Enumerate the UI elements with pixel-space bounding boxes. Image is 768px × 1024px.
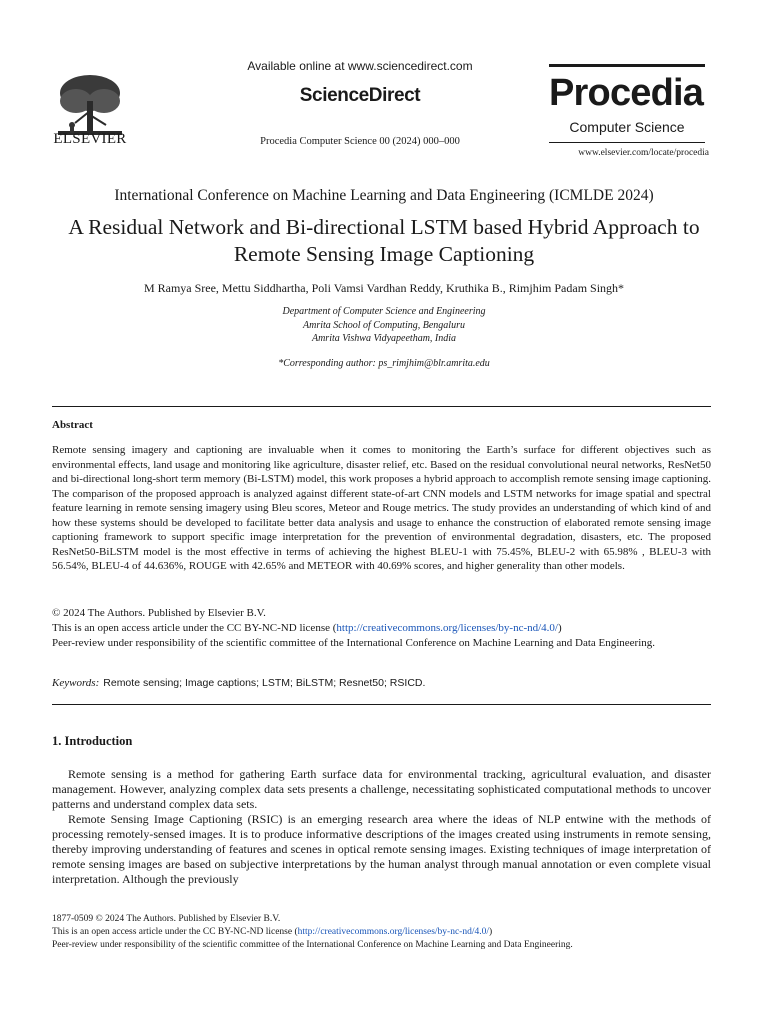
section-heading-introduction: 1. Introduction: [52, 734, 133, 748]
introduction-paragraph-1: Remote sensing is a method for gathering Earth surface data for environmental tracking, agricultural evaluation, and disaster management. However, analyzing complex data sets presents a challenge, necessitating sophisticated computational methods to uncover patterns and understand complex data sets.: [52, 767, 711, 811]
publisher-wordmark: ELSEVIER: [53, 131, 127, 147]
introduction-paragraph-2: Remote Sensing Image Captioning (RSIC) is an emerging research area where the ideas of NLP entwine with the methods of processing remotely-sensed images. It is to produce informative descriptions of the images created using instruments in remote sensing, thereby improving understanding of features and scenes in optical remote sensing images. Existing techniques of image interpretation of remote sensing images are based on subjective interpretations by the human analyst through manual annotation or even complete visual interpretation. Although the previously: [52, 812, 711, 886]
copyright-line: © 2024 The Authors. Published by Elsevier B.V.: [52, 607, 266, 619]
footer-peer-review-line: Peer-review under responsibility of the scientific committee of the International Conference on Machine Learning and Data Engineering.: [52, 940, 573, 950]
license-prefix: This is an open access article under the CC BY-NC-ND license (: [52, 622, 337, 634]
introduction-body: [52, 767, 711, 887]
corresponding-author: *Corresponding author: ps_rimjhim@blr.amrita.edu: [278, 358, 490, 369]
author-list: M Ramya Sree, Mettu Siddhartha, Poli Vamsi Vardhan Reddy, Kruthika B., Rimjhim Padam Singh*: [143, 281, 625, 295]
procedia-subtitle: Computer Science: [569, 119, 685, 135]
affiliation-school: Amrita School of Computing, Bengaluru: [303, 319, 465, 331]
available-online-text: Available online at www.sciencedirect.com: [247, 59, 473, 73]
affiliation: [140, 305, 628, 346]
affiliation-department: Department of Computer Science and Engineering: [282, 306, 486, 317]
abstract-top-rule: [52, 406, 711, 407]
footer-license-link[interactable]: http://creativecommons.org/licenses/by-nc-nd/4.0/: [297, 927, 489, 937]
procedia-logo: Procedia: [549, 72, 704, 114]
procedia-bottom-rule: [549, 142, 705, 143]
abstract-bottom-rule: [52, 704, 711, 705]
paper-title: A Residual Network and Bi-directional LSTM based Hybrid Approach to Remote Sensing Image Captioning: [68, 215, 700, 266]
page-footer: [52, 913, 732, 952]
peer-review-line: Peer-review under responsibility of the scientific committee of the International Conference on Machine Learning and Data Engineering.: [52, 637, 656, 649]
procedia-top-rule: [549, 64, 705, 67]
license-suffix: ): [558, 622, 562, 634]
keywords-line: [52, 677, 711, 689]
journal-citation: Procedia Computer Science 00 (2024) 000–000: [260, 136, 460, 147]
footer-license-suffix: ): [489, 927, 493, 937]
abstract-heading: Abstract: [52, 419, 93, 431]
footer-issn-line: 1877-0509 © 2024 The Authors. Published by Elsevier B.V.: [52, 914, 281, 924]
copyright-block: [52, 606, 711, 651]
license-link[interactable]: http://creativecommons.org/licenses/by-nc-nd/4.0/: [336, 622, 558, 634]
keywords-text: Remote sensing; Image captions; LSTM; BiLSTM; Resnet50; RSICD.: [103, 677, 426, 689]
keywords-label: Keywords:: [52, 677, 100, 689]
procedia-url: www.elsevier.com/locate/procedia: [578, 148, 709, 158]
conference-name: International Conference on Machine Learning and Data Engineering (ICMLDE 2024): [114, 187, 654, 204]
sciencedirect-logo: ScienceDirect: [299, 85, 421, 106]
license-line: [52, 621, 711, 636]
footer-license-prefix: This is an open access article under the CC BY-NC-ND license (: [52, 927, 298, 937]
abstract-text: Remote sensing imagery and captioning are invaluable when it comes to monitoring the Earth’s surface for different objectives such as environmental effects, land usage and monitoring like agriculture, disaster relief, etc. Based on the residual convolutional neural networks, ResNet50 and bi-directional long-short term memory (Bi-LSTM) model, this work proposes a hybrid approach to accomplish remote sensing image captioning. The comparison of the proposed approach is analyzed against different state-of-art CNN models and LSTM networks for image spatial and spectral feature learning in remote sensing imagery using Bleu scores, Meteor and Rouge metrics. The study provides an understanding of which kind of and how these systems should be developed to facilitate better data analysis and usage to enhance the construction of elaborated remote sensing image captioning framework to support specific image interpretation for the prevention of environmental degradation, disasters, etc. The proposed ResNet50-BiLSTM model is the most effective in terms of achieving the highest BLEU-1 with 75.45%, BLEU-2 with 65.98% , BLEU-3 with 56.54%, BLEU-4 of 44.636%, ROUGE with 42.65% and METEOR with 40.69% scores, and higher generality than other models.: [52, 444, 711, 572]
affiliation-university: Amrita Vishwa Vidyapeetham, India: [311, 333, 457, 344]
footer-license-line: [52, 926, 732, 939]
